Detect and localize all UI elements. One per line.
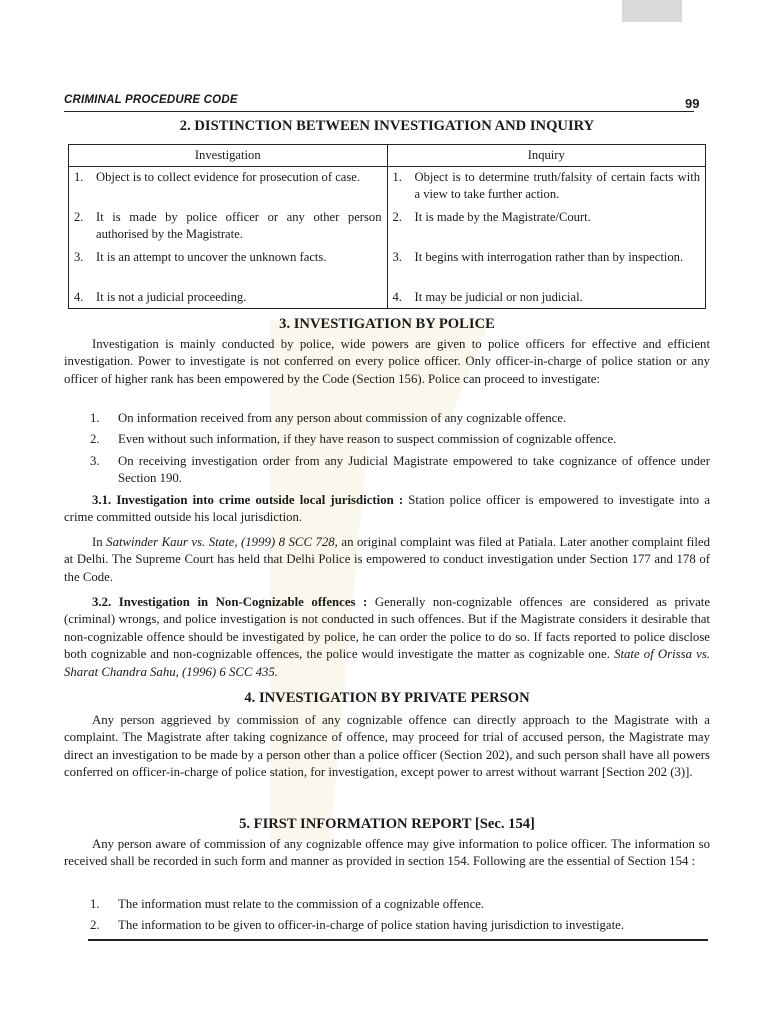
- item-number: 2.: [392, 210, 402, 224]
- item-text: Object is to determine truth/falsity of certain facts with a view to take further action.: [414, 170, 700, 201]
- item-number: 1.: [74, 170, 84, 184]
- item-number: 2.: [90, 918, 100, 933]
- item-text: The information must relate to the commission of a cognizable offence.: [118, 897, 485, 911]
- item-text: Even without such information, if they have reason to suspect commission of cognizable offence.: [118, 432, 617, 447]
- table-item: [393, 209, 701, 246]
- list-item: [64, 431, 710, 448]
- item-text: It is made by the Magistrate/Court.: [414, 210, 591, 224]
- item-number: 3.: [392, 250, 402, 264]
- page-number: 99: [685, 96, 700, 111]
- section-5-text: Any person aware of commission of any cognizable offence may give information to police officer. The information so received shall be recorded in such form and manner as provided in section 154. Following are the essential of Section 154 :: [64, 837, 710, 869]
- table-item: [393, 289, 701, 306]
- investigation-cell: [69, 167, 388, 309]
- item-number: 3.: [74, 250, 84, 264]
- item-number: 1.: [90, 411, 100, 425]
- col-header-investigation: Investigation: [69, 145, 388, 167]
- item-text: On information received from any person about commission of any cognizable offence.: [118, 411, 567, 425]
- table-item: [393, 169, 701, 206]
- section-5-list: [64, 896, 710, 935]
- item-text: It may be judicial or non judicial.: [414, 290, 583, 304]
- item-number: 2.: [90, 432, 100, 447]
- table-item: [74, 289, 382, 306]
- table-item: [393, 249, 701, 286]
- section-3-heading: 3. INVESTIGATION BY POLICE: [279, 316, 495, 332]
- item-number: 1.: [90, 897, 100, 911]
- table-header-row: [69, 145, 706, 167]
- list-item: [64, 896, 710, 913]
- table-item: [74, 209, 382, 246]
- col-header-inquiry: Inquiry: [387, 145, 706, 167]
- subsection-3-1-title: 3.1. Investigation into crime outside local jurisdiction :: [92, 493, 404, 507]
- section-5-heading: 5. FIRST INFORMATION REPORT [Sec. 154]: [239, 816, 535, 832]
- inquiry-cell: [387, 167, 706, 309]
- section-4-text: Any person aggrieved by commission of any cognizable offence can directly approach to the Magistrate with a complaint. The Magistrate after taking cognizance of offence, may proceed for trial of accused person, the Magistrate may direct an investigation to be made by a person other than a police officer (Section 202), and such person shall have all powers conferred on officer-in-charge of police station, for investigation, except power to arrest without warrant [Section 202 (3)].: [64, 713, 710, 780]
- item-text: It is an attempt to uncover the unknown facts.: [96, 250, 327, 264]
- case-text: an original complaint was filed at Patiala. Later another complaint filed at Delhi. The Supreme Court has held that Delhi Police is empowered to conduct investigation under Section 177 and 178 of the Code.: [64, 535, 710, 584]
- page-number-tab: [622, 0, 682, 22]
- table-item: [74, 249, 382, 286]
- subsection-3-2-text: Generally non-cognizable offences are considered as private (criminal) wrongs, and police investigation is not conducted in such offences. But if the Magistrate considers it desirable that non-cognizable offence should be investigated by police, he can order the police to do so. If facts reported to police disclose both cognizable and non-cognizable offences, the police would investigate the matter as cognizable one.: [64, 595, 710, 662]
- case-satwinder: [64, 534, 710, 586]
- bottom-rule: [88, 939, 708, 941]
- list-item: [64, 453, 710, 488]
- section-2-heading: 2. DISTINCTION BETWEEN INVESTIGATION AND INQUIRY: [179, 118, 595, 134]
- item-number: 2.: [74, 210, 84, 224]
- item-text: It begins with interrogation rather than by inspection.: [414, 250, 684, 264]
- case-prefix: In: [92, 535, 103, 549]
- item-text: It is made by police officer or any other person authorised by the Magistrate.: [96, 210, 382, 241]
- subsection-3-1-text: Station police officer is empowered to investigate into a crime committed outside his local jurisdiction.: [64, 493, 711, 525]
- table-row: [69, 167, 706, 309]
- table-item: [74, 169, 382, 206]
- subsection-3-2: [64, 594, 710, 681]
- item-number: 4.: [392, 290, 402, 304]
- item-number: 1.: [392, 170, 402, 184]
- section-3-intro: Investigation is mainly conducted by police, wide powers are given to police officers for effective and efficient investigation. Power to investigate is not conferred on every police officer. Only officer-in-charge of police station or any officer of higher rank has been empowered by the Code (Section 156). Police can proceed to investigate:: [64, 337, 710, 386]
- section-3-list: [64, 410, 710, 488]
- distinction-table: [68, 144, 706, 309]
- header-rule: [64, 111, 694, 112]
- list-item: [64, 917, 710, 934]
- section-4-heading: 4. INVESTIGATION BY PRIVATE PERSON: [244, 690, 530, 706]
- header-title: CRIMINAL PROCEDURE CODE: [64, 94, 238, 106]
- case-citation-orissa: State of Orissa vs. Sharat Chandra Sahu, (1996) 6 SCC 435.: [64, 647, 711, 679]
- item-number: 3.: [90, 453, 100, 468]
- subsection-3-1: [64, 492, 710, 527]
- running-header: [64, 92, 724, 114]
- case-citation: Satwinder Kaur vs. State, (1999) 8 SCC 728,: [106, 535, 338, 549]
- item-text: It is not a judicial proceeding.: [96, 290, 247, 304]
- item-number: 4.: [74, 290, 84, 304]
- item-text: On receiving investigation order from any Judicial Magistrate empowered to take cognizance of offence under Section 190.: [118, 453, 710, 486]
- subsection-3-2-title: 3.2. Investigation in Non-Cognizable offences :: [92, 595, 368, 609]
- item-text: Object is to collect evidence for prosecution of case.: [96, 170, 361, 184]
- item-text: The information to be given to officer-in-charge of police station having jurisdiction to investigate.: [118, 918, 625, 933]
- list-item: [64, 410, 710, 427]
